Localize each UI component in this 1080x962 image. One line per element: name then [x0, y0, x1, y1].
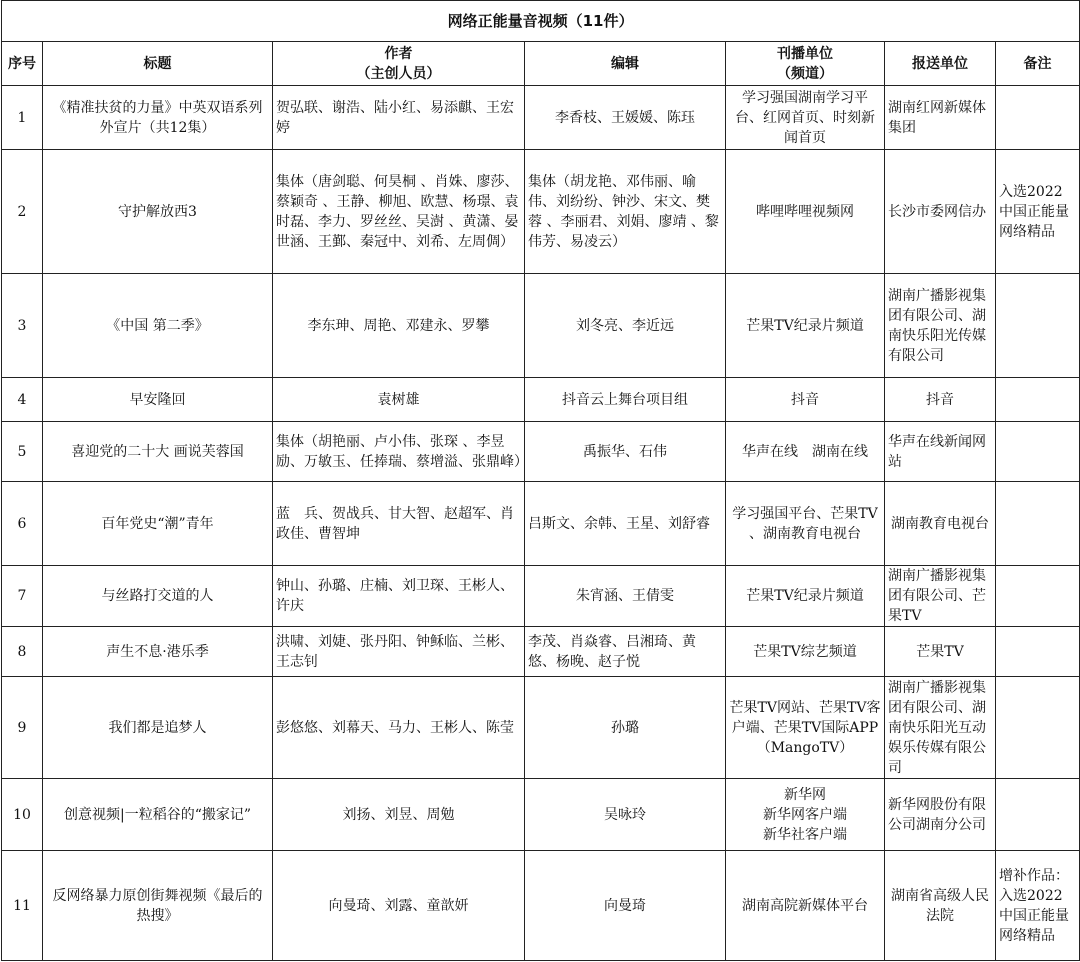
header-remark: 备注	[996, 42, 1080, 86]
table-row	[2, 851, 1080, 961]
cell-submitter: 湖南红网新媒体集团	[885, 86, 996, 150]
cell-title: 喜迎党的二十大 画说芙蓉国	[43, 422, 273, 482]
cell-title: 我们都是追梦人	[43, 677, 273, 779]
cell-editor: 抖音云上舞台项目组	[525, 378, 726, 422]
cell-submitter: 湖南广播影视集团有限公司、湖南快乐阳光互动娱乐传媒有限公司	[885, 677, 996, 779]
cell-editor: 刘冬亮、李近远	[525, 274, 726, 378]
cell-submitter: 抖音	[885, 378, 996, 422]
cell-remark: 增补作品：入选2022中国正能量网络精品	[996, 851, 1080, 961]
cell-submitter: 华声在线新闻网站	[885, 422, 996, 482]
cell-no: 11	[2, 851, 43, 961]
cell-submitter: 新华网股份有限公司湖南分公司	[885, 779, 996, 851]
table-row	[2, 274, 1080, 378]
header-no: 序号	[2, 42, 43, 86]
table-row	[2, 378, 1080, 422]
cell-editor: 向曼琦	[525, 851, 726, 961]
cell-submitter: 湖南省高级人民法院	[885, 851, 996, 961]
cell-title: 《中国 第二季》	[43, 274, 273, 378]
table-row	[2, 422, 1080, 482]
cell-remark	[996, 627, 1080, 677]
cell-publisher: 学习强国湖南学习平台、红网首页、时刻新闻首页	[726, 86, 885, 150]
cell-title: 创意视频|一粒稻谷的“搬家记”	[43, 779, 273, 851]
header-author-label: 作者	[384, 45, 413, 62]
cell-submitter: 长沙市委网信办	[885, 150, 996, 274]
cell-author: 集体（胡艳丽、卢小伟、张琛 、李昱励、万敏玉、任捧瑞、蔡增溢、张鼎峰）	[273, 422, 525, 482]
header-author	[273, 42, 525, 86]
cell-editor: 集体（胡龙艳、邓伟丽、喻伟、刘纷纷、钟沙、宋文、樊蓉 、李丽君、刘娟、廖靖 、黎伟芳、易凌云）	[525, 150, 726, 274]
cell-no: 8	[2, 627, 43, 677]
cell-author: 向曼琦、刘露、童歆妍	[273, 851, 525, 961]
table-row	[2, 627, 1080, 677]
cell-author: 袁树雄	[273, 378, 525, 422]
cell-title: 早安隆回	[43, 378, 273, 422]
cell-publisher: 芒果TV网站、芒果TV客户端、芒果TV国际APP（MangoTV）	[726, 677, 885, 779]
table-row	[2, 779, 1080, 851]
cell-publisher: 抖音	[726, 378, 885, 422]
cell-author: 李东珅、周艳、邓建永、罗攀	[273, 274, 525, 378]
cell-publisher: 学习强国平台、芒果TV 、湖南教育电视台	[726, 482, 885, 566]
cell-author: 彭悠悠、刘幕天、马力、王彬人、陈莹	[273, 677, 525, 779]
cell-submitter: 湖南广播影视集团有限公司、湖南快乐阳光传媒有限公司	[885, 274, 996, 378]
cell-title: 反网络暴力原创街舞视频《最后的热搜》	[43, 851, 273, 961]
cell-remark	[996, 566, 1080, 627]
header-editor: 编辑	[525, 42, 726, 86]
table-row	[2, 566, 1080, 627]
cell-editor: 禹振华、石伟	[525, 422, 726, 482]
cell-editor: 李香枝、王媛媛、陈珏	[525, 86, 726, 150]
cell-no: 5	[2, 422, 43, 482]
header-publisher-label: 刊播单位	[777, 45, 833, 62]
cell-no: 9	[2, 677, 43, 779]
cell-author: 钟山、孙璐、庄楠、刘卫琛、王彬人、许庆	[273, 566, 525, 627]
cell-author: 洪啸、刘婕、张丹阳、钟稣临、兰彬、王志钊	[273, 627, 525, 677]
cell-remark	[996, 274, 1080, 378]
cell-publisher: 新华网 新华网客户端 新华社客户端	[726, 779, 885, 851]
works-table	[1, 0, 1080, 961]
cell-no: 2	[2, 150, 43, 274]
cell-no: 7	[2, 566, 43, 627]
cell-author: 集体（唐剑聪、何昊桐 、肖姝、廖莎、蔡颖奇 、王静、柳旭、欧慧、杨璟、袁时磊、李力、罗丝丝、吴澍 、黄潇、晏世涵、王鄞、秦冠中、刘希、左周倜）	[273, 150, 525, 274]
cell-title: 声生不息·港乐季	[43, 627, 273, 677]
header-submitter: 报送单位	[885, 42, 996, 86]
table-row	[2, 482, 1080, 566]
cell-no: 1	[2, 86, 43, 150]
table-title: 网络正能量音视频（11件）	[2, 1, 1080, 42]
cell-publisher: 芒果TV纪录片频道	[726, 274, 885, 378]
cell-publisher: 哔哩哔哩视频网	[726, 150, 885, 274]
header-author-sub: （主创人员）	[356, 65, 441, 82]
cell-no: 6	[2, 482, 43, 566]
cell-submitter: 湖南教育电视台	[885, 482, 996, 566]
cell-title: 与丝路打交道的人	[43, 566, 273, 627]
cell-editor: 吕斯文、余韩、王星、刘舒睿	[525, 482, 726, 566]
header-title: 标题	[43, 42, 273, 86]
cell-title: 《精准扶贫的力量》中英双语系列外宣片（共12集）	[43, 86, 273, 150]
cell-editor: 吴咏玲	[525, 779, 726, 851]
cell-author: 刘扬、刘昱、周勉	[273, 779, 525, 851]
cell-author: 贺弘联、谢浩、陆小红、易添麒、王宏婷	[273, 86, 525, 150]
cell-remark	[996, 482, 1080, 566]
cell-publisher: 湖南高院新媒体平台	[726, 851, 885, 961]
cell-publisher: 芒果TV综艺频道	[726, 627, 885, 677]
header-publisher-sub: （频道）	[777, 65, 833, 82]
cell-remark: 入选2022中国正能量网络精品	[996, 150, 1080, 274]
cell-remark	[996, 677, 1080, 779]
table-row	[2, 86, 1080, 150]
cell-author: 蓝 兵、贺战兵、甘大智、赵超军、肖政佳、曹智坤	[273, 482, 525, 566]
cell-editor: 李茂、肖焱睿、吕湘琦、黄悠、杨晚、赵子悦	[525, 627, 726, 677]
cell-publisher: 芒果TV纪录片频道	[726, 566, 885, 627]
table-row	[2, 677, 1080, 779]
cell-editor: 孙璐	[525, 677, 726, 779]
cell-title: 百年党史“潮”青年	[43, 482, 273, 566]
cell-remark	[996, 422, 1080, 482]
cell-no: 4	[2, 378, 43, 422]
cell-remark	[996, 378, 1080, 422]
cell-title: 守护解放西3	[43, 150, 273, 274]
cell-remark	[996, 779, 1080, 851]
cell-no: 3	[2, 274, 43, 378]
table-row	[2, 150, 1080, 274]
cell-submitter: 湖南广播影视集团有限公司、芒果TV	[885, 566, 996, 627]
cell-publisher: 华声在线 湖南在线	[726, 422, 885, 482]
cell-no: 10	[2, 779, 43, 851]
header-row	[2, 42, 1080, 86]
header-publisher	[726, 42, 885, 86]
cell-submitter: 芒果TV	[885, 627, 996, 677]
cell-remark	[996, 86, 1080, 150]
cell-editor: 朱宵涵、王倩雯	[525, 566, 726, 627]
